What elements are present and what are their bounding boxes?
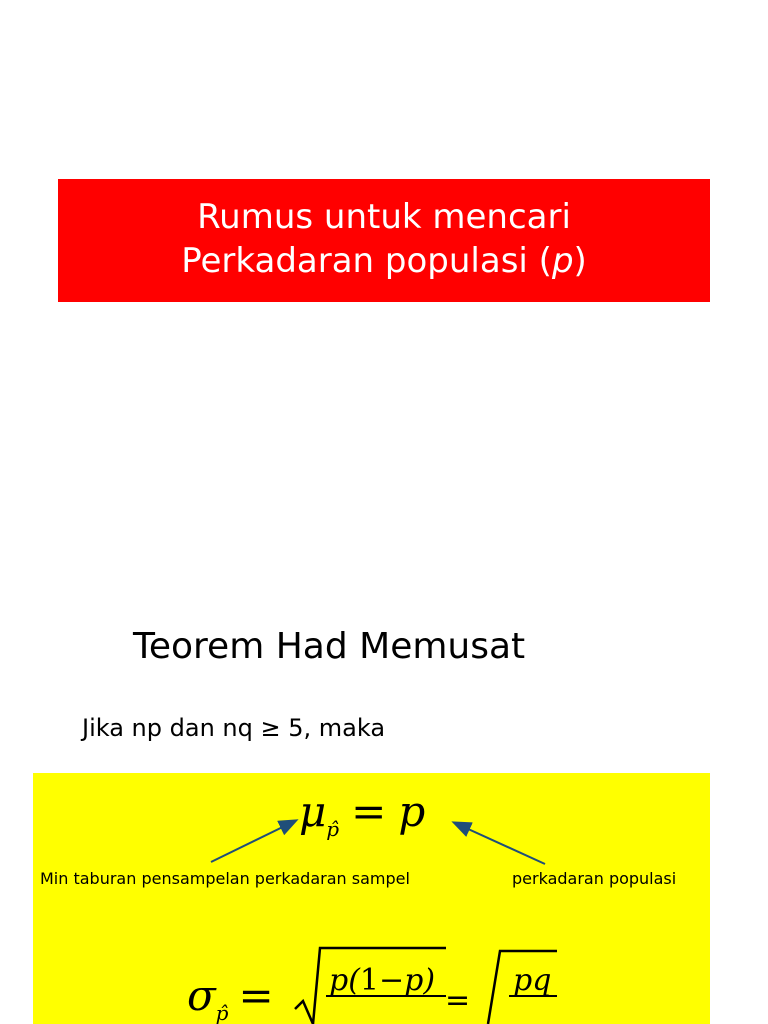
arrow-to-mu — [211, 821, 295, 862]
numerator-pq: pq — [513, 963, 552, 998]
mu-rhs: p — [398, 787, 426, 836]
title-line-2 — [58, 239, 710, 283]
mu-subscript: p̂ — [326, 817, 340, 841]
second-equals: = — [445, 983, 471, 1018]
title-line-2-suffix: ) — [573, 241, 587, 281]
title-variable-p: p — [551, 241, 574, 281]
condition-text: Jika np dan nq ≥ 5, maka — [82, 714, 386, 742]
section-heading: Teorem Had Memusat — [133, 626, 526, 667]
title-banner — [58, 179, 710, 302]
formula-box — [33, 773, 710, 1024]
arrow-to-p — [455, 823, 545, 864]
sqrt-radical-2 — [488, 951, 557, 1024]
population-proportion-label: perkadaran populasi — [512, 869, 677, 888]
formula-graphics — [33, 773, 710, 1024]
numerator-one-minus: 1− — [359, 963, 405, 998]
numerator-p-open: p( — [329, 963, 360, 998]
mu-symbol: μ — [299, 787, 327, 836]
title-line-1: Rumus untuk mencari — [197, 197, 571, 237]
sigma-equals: = — [238, 971, 274, 1020]
numerator-p-close: p) — [404, 963, 436, 998]
title-line-2-prefix: Perkadaran populasi ( — [181, 241, 552, 281]
sigma-subscript: p̂ — [215, 1001, 229, 1024]
sigma-symbol: σ — [187, 971, 216, 1020]
sample-mean-label: Min taburan pensampelan perkadaran sampel — [40, 869, 410, 888]
sqrt-radical-1 — [295, 948, 446, 1024]
mu-equals: = — [351, 787, 387, 836]
